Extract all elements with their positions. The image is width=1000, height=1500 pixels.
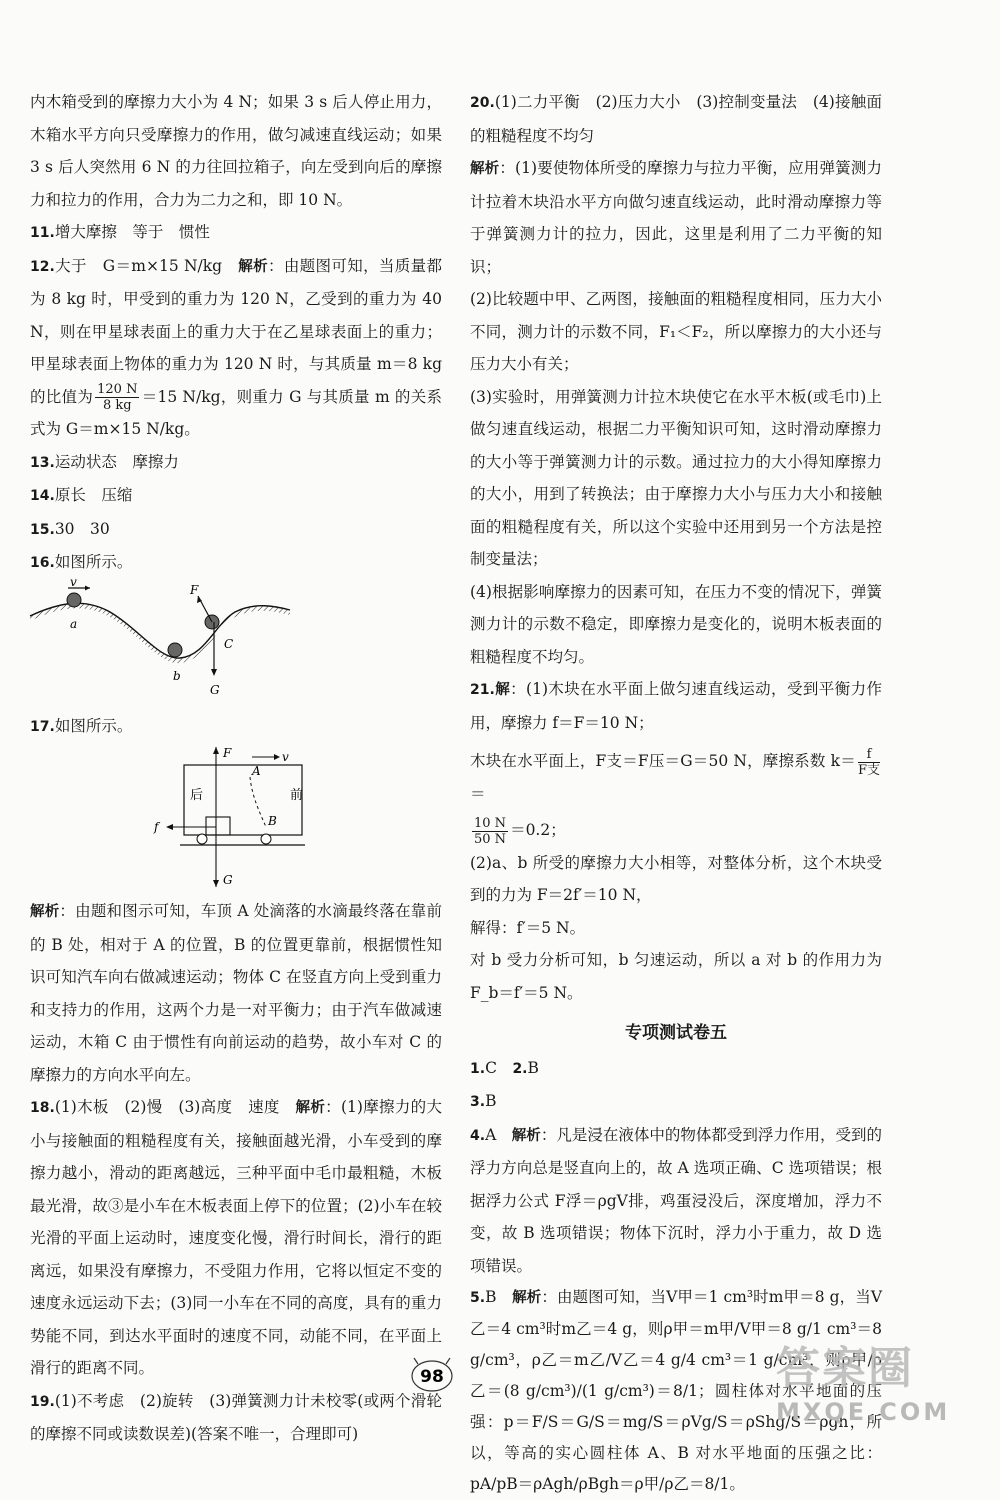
answer-14: [30, 479, 442, 513]
analysis-label: 解析: [512, 1290, 542, 1306]
answer-16: [30, 546, 442, 580]
analysis-text: ＝15 N/kg，则重力 G 与其质量 m 的关系式为 G＝m×15 N/kg。: [30, 387, 442, 438]
ball-a: [67, 593, 81, 607]
answer-19: [30, 1385, 442, 1451]
label-B: B: [268, 814, 277, 828]
analysis-text: (4)根据影响摩擦力的因素可知，在压力不变的情况下，弹簧测力计的示数不稳定，即摩擦力是变化的，说明木板表面的粗糙程度不均匀。: [470, 582, 882, 666]
ball-b: [168, 643, 182, 657]
answer-text: (1)木板 (2)慢 (3)高度 速度: [54, 1098, 296, 1116]
question-number: 12.: [30, 258, 55, 275]
page-number: [404, 1354, 460, 1394]
figure-17: [30, 747, 442, 887]
answer-1-2: 1.C 2.B: [470, 1058, 539, 1077]
analysis-17: [30, 895, 442, 1091]
label-back: 后: [190, 788, 204, 803]
solution-text: 解得：f′＝5 N。: [470, 918, 586, 937]
analysis-text: ：凡是浸在液体中的物体都受到浮力作用，受到的浮力方向总是竖直向上的，故 A 选项正确、C 选项错误；根据浮力公式 F浮＝ρgV排，鸡蛋浸没后，深度增加，浮力不变，故 B 选项错误；物体下沉时，浮力小于重力，故 D 选项错误。: [470, 1125, 882, 1275]
solution-line: $\frac{10 N}{50 N}$ ＝0.2；: [474, 815, 566, 847]
answer-text: 运动状态 摩擦力: [54, 452, 179, 471]
label-C: C: [224, 636, 234, 651]
answer-text: 原长 压缩: [54, 486, 133, 504]
analysis-20: [470, 152, 882, 283]
question-number: 11.: [30, 225, 55, 241]
answer-13: [30, 446, 442, 480]
answer-12: [30, 250, 442, 446]
question-number: 3.: [470, 1094, 486, 1110]
solution-text: (2)a、b 所受的摩擦力大小相等，对整体分析，这个木块受到的力为 F＝2f′＝10 N，: [470, 853, 882, 904]
question-number: 1.: [470, 1060, 486, 1077]
answer-text: 如图所示。: [54, 716, 133, 735]
analysis-text: (3)实验时，用弹簧测力计拉木块使它在水平木板(或毛巾)上做匀速直线运动，根据二力平衡知识可知，这时滑动摩擦力的大小等于弹簧测力计的示数。通过拉力的大小得知摩擦力的大小，用到了转换法；由于摩擦力大小与压力大小和接触面的粗糙程度有关，所以这个实验中还用到另一个方法是控制变量法；: [470, 387, 882, 568]
question-number: 19.: [30, 1393, 55, 1410]
answer-15: [30, 513, 442, 547]
analysis-label: 解析: [30, 904, 60, 920]
analysis-text: ：由题图可知，当V甲＝1 cm³时m甲＝8 g，当V乙＝4 cm³时m乙＝4 g，则ρ甲＝m甲/V甲＝8 g/1 cm³＝8 g/cm³，ρ乙＝m乙/V乙＝4 g/4 cm³＝1 g/cm³，则ρ甲/ρ乙＝(8 g/cm³)/(1 g/cm³)＝8/1；圆柱体对水平地面的压强：p＝F/S＝G/S＝mg/S＝ρVg/S＝ρShg/S＝ρgh，所以，等高的实心圆柱体 A、B 对水平地面的压强之比：pA/pB＝ρAgh/ρBgh＝ρ甲/ρ乙＝8/1。: [470, 1288, 883, 1493]
question-number: 15.: [30, 521, 55, 538]
solution-text: ：(1)木块在水平面上做匀速直线运动，受到平衡力作用，摩擦力 f＝F＝10 N；: [470, 680, 882, 732]
question-number: 14.: [30, 488, 55, 504]
analysis-text: ：(1)要使物体所受的摩擦力与拉力平衡，应用弹簧测力计拉着木块沿水平方向做匀速直线运动，此时滑动摩擦力等于弹簧测力计的拉力，因此，这里是利用了二力平衡的知识；: [470, 159, 883, 276]
question-number: 16.: [30, 555, 55, 571]
answer-text: 大于 G＝m×15 N/kg: [54, 256, 239, 275]
section-title: 专项测试卷五: [625, 1023, 727, 1043]
label-F: F: [190, 582, 199, 597]
answer-20: [470, 86, 882, 152]
cart-diagram: [30, 747, 330, 887]
label-v: v: [70, 574, 77, 589]
answer-text: (1)不考虑 (2)旋转 (3)弹簧测力计未校零(或两个滑轮的摩擦不同或读数误差)(答案不唯一，合理即可): [30, 1391, 442, 1443]
answer-text: 增大摩擦 等于 惯性: [54, 223, 210, 241]
label-a: a: [70, 616, 78, 631]
question-number: 2.: [512, 1060, 528, 1077]
watermark-url: MXQE.COM: [776, 1398, 951, 1426]
label-F: F: [223, 746, 232, 760]
solution-text: 对 b 受力分析可知，b 匀速运动，所以 a 对 b 的作用力为 F_b＝f′＝5 N。: [470, 951, 882, 1002]
label-f: f: [154, 820, 159, 834]
label-b: b: [173, 668, 181, 683]
question-number: 21.: [470, 682, 495, 698]
analysis-text: ：由题图可知，当质量都为 8 kg 时，甲受到的重力为 120 N，乙受到的重力为 40 N，则在甲星球表面上的重力大于在乙星球表面上的重力；甲星球表面上物体的重力为 120 N 时，与其质量 m＝8 kg 的比值为: [30, 256, 442, 406]
question-number: 18.: [30, 1100, 55, 1116]
wave-track-diagram: [30, 574, 290, 702]
answer-17: [30, 710, 442, 744]
question-number: 17.: [30, 718, 55, 735]
answer-4: 4.A 解析：凡是浸在液体中的物体都受到浮力作用，受到的浮力方向总是竖直向上的，故 A 选项正确、C 选项错误；根据浮力公式 F浮＝ρgV排，鸡蛋浸没后，深度增加，浮力不变，故 B 选项错误；物体下沉时，浮力小于重力，故 D 选项错误。: [470, 1125, 882, 1275]
answer-3: 3.B: [470, 1092, 497, 1110]
fraction: $\frac{120 N}{8 kg}$: [97, 382, 138, 413]
box-C: [206, 817, 230, 835]
answer-21: [470, 673, 882, 739]
question-number: 4.: [470, 1127, 486, 1144]
label-G: G: [210, 682, 220, 697]
figure-16: [30, 574, 442, 702]
right-column: [470, 86, 882, 1500]
question-number: 13.: [30, 454, 55, 471]
analysis-text: ：由题和图示可知，车顶 A 处滴落的水滴最终落在靠前的 B 处，相对于 A 的位置，B 的位置更靠前，根据惯性知识可知汽车向右做减速运动；物体 C 在竖直方向上受到重力和支持力的作用，这两个力是一对平衡力；由于汽车做减速运动，木箱 C 由于惯性有向前运动的趋势，故小车对 C 的摩擦力的方向水平向左。: [30, 902, 442, 1084]
answer-text: 30 30: [54, 519, 110, 538]
answer-continuation: 内木箱受到的摩擦力大小为 4 N；如果 3 s 后人停止用力，木箱水平方向只受摩擦力的作用，做匀减速直线运动；如果 3 s 后人突然用 6 N 的力往回拉箱子，向左受到向后的摩擦力和拉力的作用，合力为二力之和，即 10 N。: [30, 93, 442, 209]
analysis-label: 解析: [295, 1100, 326, 1116]
analysis-text: ：(1)摩擦力的大小与接触面的粗糙程度有关，接触面越光滑，小车受到的摩擦力越小，滑动的距离越远，三种平面中毛巾最粗糙，木板最光滑，故③是小车在木板表面上停下的位置；(2)小车在较光滑的平面上运动时，速度变化慢，滑行时间长，滑行的距离远，如果没有摩擦力，不受阻力作用，它将以恒定不变的速度永远运动下去；(3)同一小车在不同的高度，具有的重力势能不同，到达水平面时的速度不同，动能不同，在平面上滑行的距离不同。: [30, 1098, 442, 1377]
question-number: 20.: [470, 95, 495, 111]
question-number: 5.: [470, 1290, 486, 1306]
label-A: A: [252, 764, 261, 778]
analysis-label: 解析: [238, 258, 268, 275]
analysis-text: (2)比较题中甲、乙两图，接触面的粗糙程度相同，压力大小不同，测力计的示数不同，F₁＜F₂，所以摩擦力的大小还与压力大小有关；: [470, 290, 882, 373]
solution-line: 木块在水平面上，F支＝F压＝G＝50 N，摩擦系数 k＝ $\frac{f}{\text{F支}}$ ＝: [470, 746, 880, 803]
answer-18: [30, 1091, 442, 1385]
left-column: [30, 86, 442, 1451]
analysis-label: 解析: [511, 1127, 541, 1144]
answer-text: 如图所示。: [54, 553, 133, 571]
answer-text: (1)二力平衡 (2)压力大小 (3)控制变量法 (4)接触面的粗糙程度不均匀: [470, 93, 882, 145]
answer-5: 5.B 解析：由题图可知，当V甲＝1 cm³时m甲＝8 g，当V乙＝4 cm³时m乙＝4 g，则ρ甲＝m甲/V甲＝8 g/1 cm³＝8 g/cm³，ρ乙＝m乙/V乙＝4 g/4 cm³＝1 g/cm³，则ρ甲/ρ乙＝(8 g/cm³)/(1 g/cm³)＝8/1；圆柱体对水平地面的压强：p＝F/S＝G/S＝mg/S＝ρVg/S＝ρShg/S＝ρgh，所以，等高的实心圆柱体 A、B 对水平地面的压强之比：pA/pB＝ρAgh/ρBgh＝ρ甲/ρ乙＝8/1。: [470, 1288, 883, 1493]
watermark-cn: 答案圈: [776, 1343, 914, 1394]
label-G: G: [223, 873, 233, 887]
solution-label: 解: [494, 682, 511, 698]
label-front: 前: [290, 788, 304, 803]
label-v: v: [282, 750, 289, 764]
page-number-text: 98: [420, 1367, 444, 1387]
analysis-label: 解析: [470, 161, 500, 177]
answer-11: [30, 216, 442, 250]
watermark-logo: [776, 1332, 986, 1428]
